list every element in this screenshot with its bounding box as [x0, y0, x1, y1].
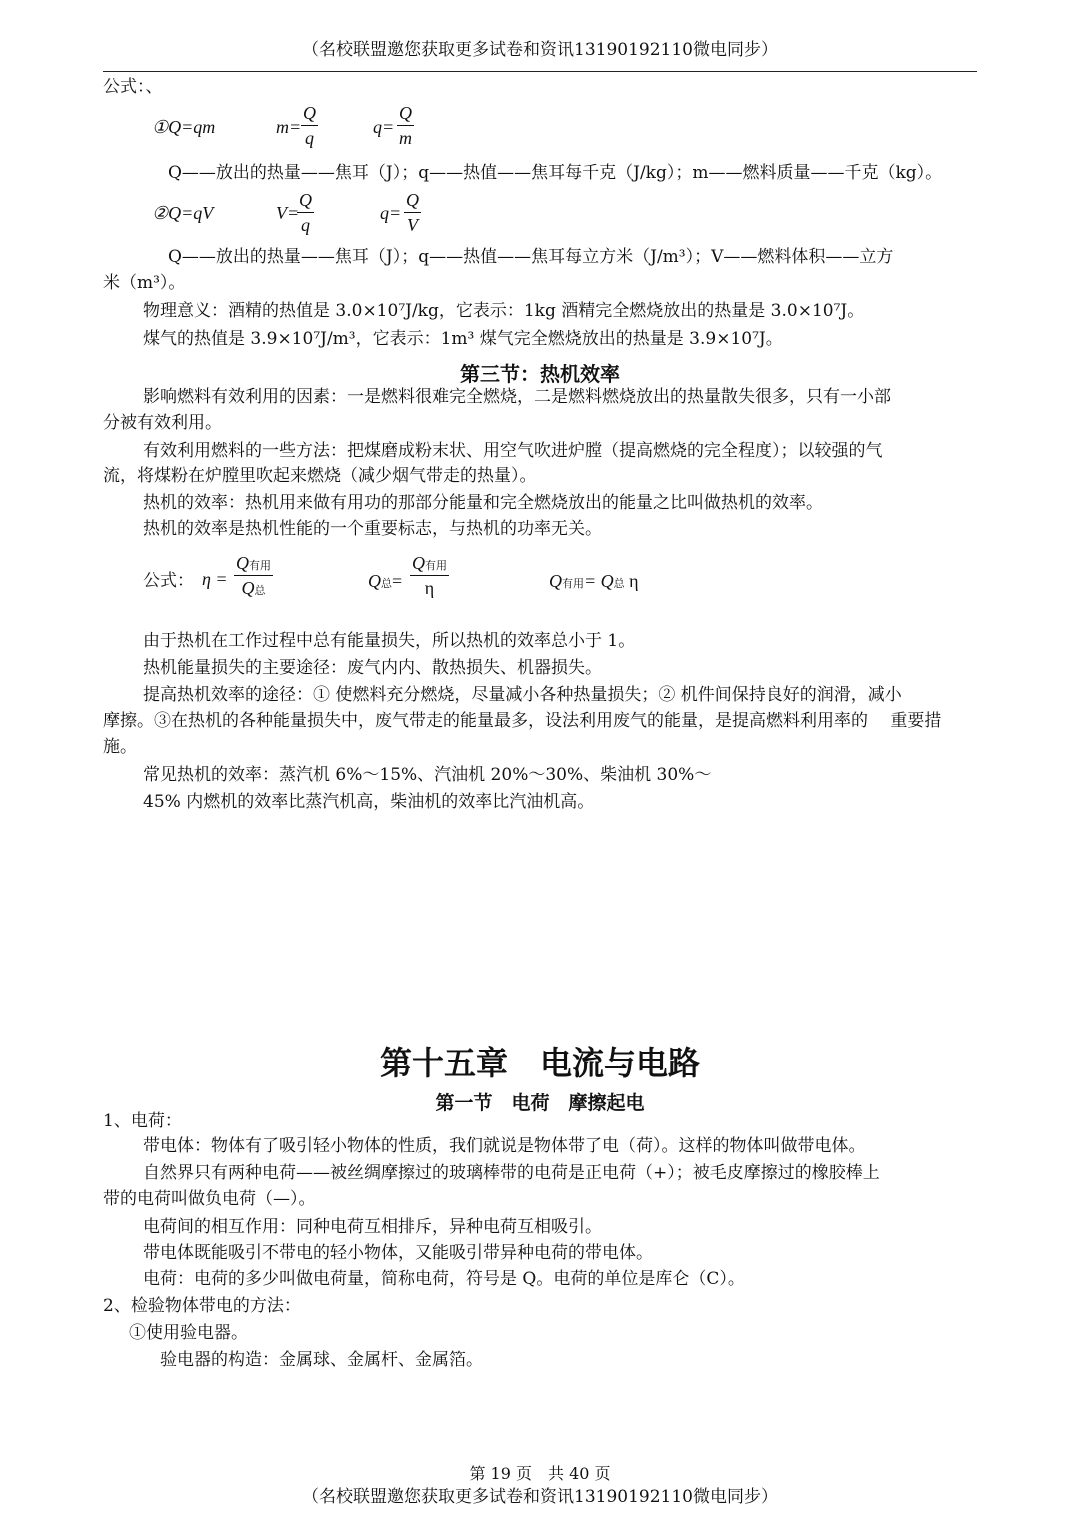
fraction-denominator: m — [399, 128, 412, 148]
eta-lhs: η = — [202, 569, 228, 589]
paragraph: ①使用验电器。 — [129, 1323, 248, 1343]
fraction-numerator: Q — [297, 190, 314, 213]
formula-v-lhs: V= — [276, 203, 300, 223]
section-title: 第一节 电荷 摩擦起电 — [435, 1092, 645, 1114]
paragraph: 热机的效率是热机性能的一个重要标志，与热机的功率无关。 — [143, 519, 602, 539]
paragraph: 验电器的构造：金属球、金属杆、金属箔。 — [160, 1350, 483, 1370]
fraction-numerator: Q — [404, 190, 421, 213]
formula2-description: Q——放出的热量——焦耳（J）；q——热值——焦耳每立方米（J/m³）；V——燃料体积——立方 — [168, 247, 894, 267]
physical-meaning: 物理意义：酒精的热值是 3.0×10⁷J/kg，它表示：1kg 酒精完全燃烧放出的热量是 3.0×10⁷J。 — [143, 301, 865, 321]
page-number: 第 19 页 共 40 页 — [469, 1464, 611, 1483]
paragraph-cont: 施。 — [103, 737, 137, 757]
list-item: 1、电荷： — [103, 1111, 182, 1131]
fraction-q-over-m — [397, 103, 414, 149]
fraction-numerator: Q有用 — [410, 553, 449, 576]
fraction-denominator: q — [305, 128, 314, 148]
page-footer: （名校联盟邀您获取更多试卷和资讯13190192110微电同步） — [302, 1487, 778, 1507]
paragraph: 45% 内燃机的效率比蒸汽机高，柴油机的效率比汽油机高。 — [143, 792, 595, 812]
paragraph: 由于热机在工作过程中总有能量损失，所以热机的效率总小于 1。 — [143, 631, 636, 651]
paragraph: 影响燃料有效利用的因素：一是燃料很难完全燃烧，二是燃料燃烧放出的热量散失很多，只有一小部 — [143, 387, 891, 407]
fraction-denominator: V — [407, 215, 418, 235]
fraction-q-over-v — [404, 190, 421, 236]
header-divider — [103, 71, 977, 72]
paragraph: 常见热机的效率：蒸汽机 6%～15%、汽油机 20%～30%、柴油机 30%～ — [143, 765, 712, 785]
fraction-numerator: Q有用 — [234, 553, 273, 576]
fraction-denominator: q — [301, 215, 310, 235]
paragraph: 热机的效率：热机用来做有用功的那部分能量和完全燃烧放出的能量之比叫做热机的效率。 — [143, 493, 823, 513]
paragraph: 带电体既能吸引不带电的轻小物体，又能吸引带异种电荷的带电体。 — [143, 1243, 653, 1263]
fraction-q-over-q — [297, 190, 314, 236]
fraction-numerator: Q — [301, 103, 318, 126]
paragraph: 电荷间的相互作用：同种电荷互相排斥，异种电荷互相吸引。 — [143, 1217, 602, 1237]
gas-heat-value: 煤气的热值是 3.9×10⁷J/m³，它表示：1m³ 煤气完全燃烧放出的热量是 3.9×10⁷J。 — [143, 329, 783, 349]
formula-q-lhs: q= — [373, 117, 395, 137]
list-item: 2、检验物体带电的方法： — [103, 1296, 301, 1316]
section-title: 第三节：热机效率 — [460, 362, 620, 386]
fraction-denominator: η — [424, 578, 435, 598]
formula2-description-cont: 米（m³）。 — [103, 273, 186, 293]
q-useful-formula: Q有用= Q总 η — [549, 571, 639, 591]
page-header: （名校联盟邀您获取更多试卷和资讯13190192110微电同步） — [302, 40, 778, 60]
paragraph-cont: 流，将煤粉在炉膛里吹起来燃烧（减少烟气带走的热量）。 — [103, 466, 537, 486]
formula-q-lhs: q= — [380, 203, 402, 223]
formula-label: 公式： — [143, 571, 194, 591]
paragraph-cont: 分被有效利用。 — [103, 413, 222, 433]
paragraph: 有效利用燃料的一些方法：把煤磨成粉末状、用空气吹进炉膛（提高燃烧的完全程度）；以较强的气 — [143, 441, 883, 461]
paragraph-cont: 摩擦。③在热机的各种能量损失中，废气带走的能量最多，设法利用废气的能量，是提高燃料利用率的 重要措 — [103, 711, 942, 731]
paragraph: 电荷：电荷的多少叫做电荷量，简称电荷，符号是 Q。电荷的单位是库仑（C）。 — [143, 1269, 745, 1289]
paragraph: 自然界只有两种电荷——被丝绸摩擦过的玻璃棒带的电荷是正电荷（+）；被毛皮摩擦过的橡胶棒上 — [143, 1163, 880, 1183]
fraction-denominator: Q总 — [241, 578, 266, 598]
formula-q-qv: ②Q=qV — [152, 203, 214, 223]
paragraph: 带电体：物体有了吸引轻小物体的性质，我们就说是物体带了电（荷）。这样的物体叫做带电体。 — [143, 1136, 866, 1156]
q-total-lhs: Q总= — [368, 571, 403, 591]
fraction-eta — [234, 553, 273, 599]
formula-m-lhs: m= — [276, 117, 302, 137]
fraction-numerator: Q — [397, 103, 414, 126]
chapter-title: 第十五章 电流与电路 — [379, 1044, 700, 1082]
paragraph-cont: 带的电荷叫做负电荷（—）。 — [103, 1189, 316, 1209]
paragraph: 提高热机效率的途径：① 使燃料充分燃烧，尽量减小各种热量损失；② 机件间保持良好的润滑，减小 — [143, 685, 902, 705]
paragraph: 热机能量损失的主要途径：废气内内、散热损失、机器损失。 — [143, 658, 602, 678]
formula1-description: Q——放出的热量——焦耳（J）；q——热值——焦耳每千克（J/kg）；m——燃料质量——千克（kg）。 — [168, 163, 943, 183]
formula-label: 公式：、 — [103, 77, 163, 97]
formula-q-qm: ①Q=qm — [152, 117, 216, 137]
fraction-q-total — [410, 553, 449, 599]
fraction-q-over-q — [301, 103, 318, 149]
